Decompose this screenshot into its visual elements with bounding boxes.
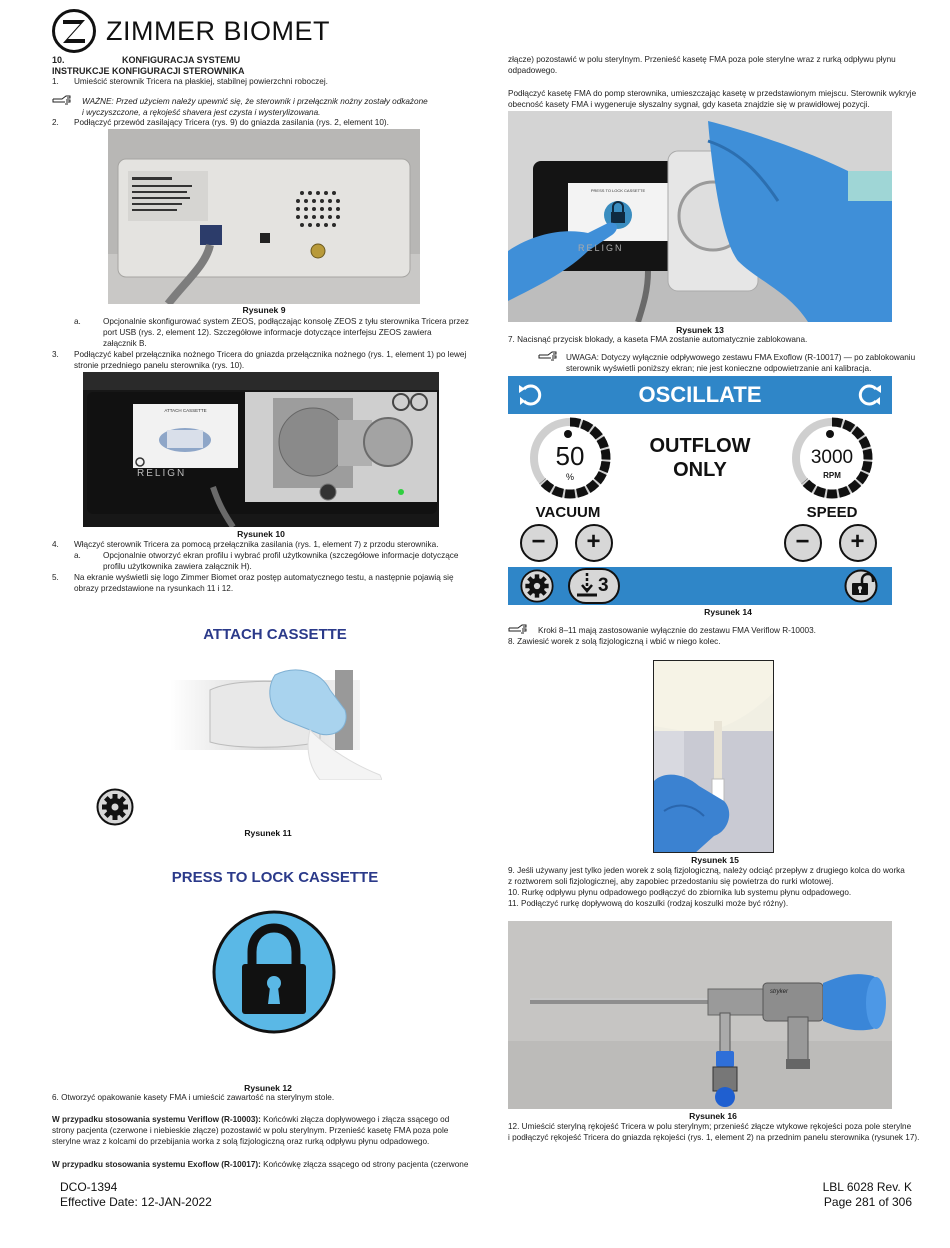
step-6-text: 6. Otworzyć opakowanie kasety FMA i umieścić zawartość na sterylnym stole. [52, 1093, 335, 1102]
footswitch-mode-button[interactable] [568, 568, 620, 604]
figure-13-photo [508, 111, 892, 322]
figure-10-photo [83, 372, 439, 527]
step-12-line-2: i podłączyć rękojeść Tricera do gniazda rękojeści (rys. 1, element 2) na przednim panelu sterownika (rysunek 17). [508, 1133, 920, 1142]
exoflow-bold: W przypadku stosowania systemu Exoflow (R-10017): [52, 1160, 261, 1169]
step-5-number: 5. [52, 573, 59, 582]
footer-label-revision: LBL 6028 Rev. K [822, 1180, 912, 1194]
footer-effective-date: Effective Date: 12-JAN-2022 [60, 1195, 212, 1209]
speed-value: 3000 [810, 447, 854, 468]
speed-plus-button[interactable] [839, 524, 877, 562]
vacuum-minus-button[interactable] [520, 524, 558, 562]
veriflow-text: Końcówki złącza dopływowego i złącza ssącego od [260, 1115, 450, 1124]
vacuum-plus-button[interactable] [575, 524, 613, 562]
screen-bottom-bar [508, 567, 892, 605]
vacuum-minus-label: − [531, 528, 546, 555]
step-8-text: 8. Zawiesić worek z solą fizjologiczną i wbić w niego kolec. [508, 637, 721, 646]
mode-line-2: ONLY [673, 459, 727, 481]
step-3-line-2: stronie przedniego panelu sterownika (rys. 10). [74, 361, 245, 370]
vacuum-unit: % [565, 472, 574, 482]
exoflow-paragraph-line-1 [52, 1160, 468, 1171]
figure-11-caption: Rysunek 11 [244, 828, 292, 838]
note-2-text: Kroki 8–11 mają zastosowanie wyłącznie do zestawu FMA Veriflow R-10003. [538, 626, 816, 635]
step-2a-line-3: załącznik B. [103, 339, 147, 348]
speed-label: SPEED [806, 504, 858, 521]
unlock-icon[interactable] [844, 569, 878, 603]
figure-13-screen-text: PRESS TO LOCK CASSETTE [590, 188, 646, 193]
subsection-title: INSTRUKCJE KONFIGURACJI STEROWNIKA [52, 66, 245, 76]
speed-dial[interactable] [790, 416, 874, 500]
right-para-1-line-2: odpadowego. [508, 66, 558, 75]
figure-14-caption: Rysunek 14 [704, 607, 752, 617]
vacuum-dial[interactable] [528, 416, 612, 500]
vacuum-value: 50 [555, 441, 585, 471]
figure-13-caption: Rysunek 13 [676, 325, 724, 335]
footswitch-icon [574, 571, 600, 601]
logo [52, 8, 330, 54]
speed-minus-button[interactable] [784, 524, 822, 562]
hand-pointer-icon [538, 348, 558, 366]
logo-text: ZIMMER BIOMET [106, 16, 330, 46]
figure-15-photo [653, 660, 774, 853]
veriflow-bold: W przypadku stosowania systemu Veriflow (R-10003): [52, 1115, 261, 1124]
figure-10-caption: Rysunek 10 [237, 529, 285, 539]
figure-13-relign-logo: RELIGN [578, 243, 624, 253]
step-2-number: 2. [52, 118, 59, 127]
step-7-text: 7. Nacisnąć przycisk blokady, a kaseta FMA zostanie automatycznie zablokowana. [508, 335, 808, 344]
step-4-number: 4. [52, 540, 59, 549]
footer-dco: DCO-1394 [60, 1180, 118, 1194]
figure-16-photo [508, 921, 892, 1109]
veriflow-paragraph-line-3: sterylne wraz z kolcami do przebijania worka z solą fizjologiczną oraz rurką odpływu płynu odpadowego. [52, 1137, 430, 1146]
figure-16-caption: Rysunek 16 [689, 1111, 737, 1121]
warning-line-2: i wyczyszczone, a rękojeść shavera jest czysta i wysterylizowana. [82, 108, 321, 117]
step-2a-label: a. [74, 317, 81, 326]
step-2-text: Podłączyć przewód zasilający Tricera (rys. 9) do gniazda zasilania (rys. 2, element 10). [74, 118, 389, 127]
speed-unit: RPM [823, 471, 841, 480]
figure-11-image [170, 650, 382, 780]
step-9-line-1: 9. Jeśli używany jest tylko jeden worek z solą fizjologiczną, należy odciąć przepływ z drugiego kolca do worka [508, 866, 905, 875]
rotate-right-icon[interactable] [856, 381, 886, 409]
step-2a-line-1: Opcjonalnie skonfigurować system ZEOS, podłączając konsolę ZEOS z tyłu sterownika Tricera przez [103, 317, 469, 326]
zimmer-biomet-logo-icon [52, 9, 96, 53]
step-5-line-1: Na ekranie wyświetli się logo Zimmer Biomet oraz postęp automatycznego testu, a następnie pojawią się [74, 573, 454, 582]
figure-10-relign-logo: RELIGN [137, 468, 187, 479]
step-4-text: Włączyć sterownik Tricera za pomocą przełącznika zasilania (rys. 1, element 7) z przodu sterownika. [74, 540, 439, 549]
note-1-line-2: sterownik wyświetli poniższy ekran; nie jest konieczne odpowietrzanie ani kalibracja. [566, 364, 872, 373]
right-para-2-line-2: obecność kasety FMA i wygeneruje słyszalny sygnał, gdy kaseta znajdzie się w prawidłowej pozycji. [508, 100, 870, 109]
exoflow-text: Końcówkę złącza ssącego od strony pacjenta (czerwone [260, 1160, 469, 1169]
oscillate-title: OSCILLATE [638, 382, 762, 407]
step-9-line-2: z roztworem soli fizjologicznej, aby zapobiec przedostaniu się powietrza do rurki wlotowej. [508, 877, 834, 886]
step-11-text: 11. Podłączyć rurkę dopływową do koszulki (rodzaj koszulki może być różny). [508, 899, 789, 908]
section-title: KONFIGURACJA SYSTEMU [122, 55, 241, 65]
figure-16-stryker-logo: stryker [770, 989, 788, 995]
step-10-text: 10. Rurkę odpływu płynu odpadowego podłączyć do zbiornika lub systemu płynu odpadowego. [508, 888, 852, 897]
step-4a-label: a. [74, 551, 81, 560]
figure-11-title: ATTACH CASSETTE [203, 626, 347, 643]
figure-9-photo [108, 129, 420, 304]
vacuum-label: VACUUM [535, 504, 601, 521]
right-para-1-line-1: złącze) pozostawić w polu sterylnym. Przenieść kasetę FMA poza pole sterylne wraz z rurką odpływu płynu [508, 55, 896, 64]
mode-line-1: OUTFLOW [649, 435, 751, 457]
step-5-line-2: obrazy przedstawione na rysunkach 11 i 12. [74, 584, 234, 593]
figure-12-caption: Rysunek 12 [244, 1083, 292, 1093]
step-3-line-1: Podłączyć kabel przełącznika nożnego Tricera do gniazda przełącznika nożnego (rys. 1, element 1) po lewej [74, 350, 467, 359]
padlock-icon[interactable] [212, 910, 336, 1034]
step-4a-line-2: profilu użytkownika zawiera załącznik H). [103, 562, 252, 571]
hand-pointer-icon [52, 92, 72, 110]
section-number: 10. [52, 55, 65, 65]
note-1-line-1: UWAGA: Dotyczy wyłącznie odpływowego zestawu FMA Exoflow (R-10017) — po zablokowaniu [566, 353, 916, 362]
warning-line-1: WAŻNE: Przed użyciem należy upewnić się, że sterownik i przełącznik nożny zostały odkażone [82, 97, 428, 106]
right-para-2-line-1: Podłączyć kasetę FMA do pomp sterownika, umieszczając kasetę w przedstawionym miejscu. Sterownik wykryje [508, 89, 917, 98]
figure-15-caption: Rysunek 15 [691, 855, 739, 865]
step-1-number: 1. [52, 77, 59, 86]
figure-9-caption: Rysunek 9 [242, 305, 286, 315]
step-1-text: Umieścić sterownik Tricera na płaskiej, stabilnej powierzchni roboczej. [74, 77, 328, 86]
step-3-number: 3. [52, 350, 59, 359]
figure-14-controller-screen [508, 376, 892, 606]
screen-settings-gear-icon[interactable] [520, 569, 554, 603]
veriflow-paragraph-line-2: strony pacjenta (czerwone i niebieskie złącze) pozostawić w polu sterylnym. Przenieść kasetę FMA poza pole [52, 1126, 449, 1135]
veriflow-paragraph-line-1 [52, 1115, 449, 1126]
vacuum-plus-label: + [586, 528, 601, 555]
speed-plus-label: + [850, 528, 865, 555]
figure-12-title: PRESS TO LOCK CASSETTE [171, 869, 379, 886]
step-4a-line-1: Opcjonalnie otworzyć ekran profilu i wybrać profil użytkownika (szczegółowe informacje dotyczące [103, 551, 459, 560]
step-2a-line-2: port USB (rys. 2, element 12). Szczegółowe informacje dotyczące interfejsu ZEOS zawiera [103, 328, 432, 337]
figure-10-screen-text: ATTACH CASSETTE [164, 408, 207, 413]
footer-page-number: Page 281 of 306 [823, 1195, 912, 1209]
step-12-line-1: 12. Umieścić sterylną rękojeść Tricera w polu sterylnym; przenieść złącze wtykowe rękojeści poza pole sterylne [508, 1122, 912, 1131]
footswitch-number: 3 [598, 575, 609, 596]
settings-gear-icon[interactable] [96, 788, 134, 826]
speed-minus-label: − [795, 528, 810, 555]
